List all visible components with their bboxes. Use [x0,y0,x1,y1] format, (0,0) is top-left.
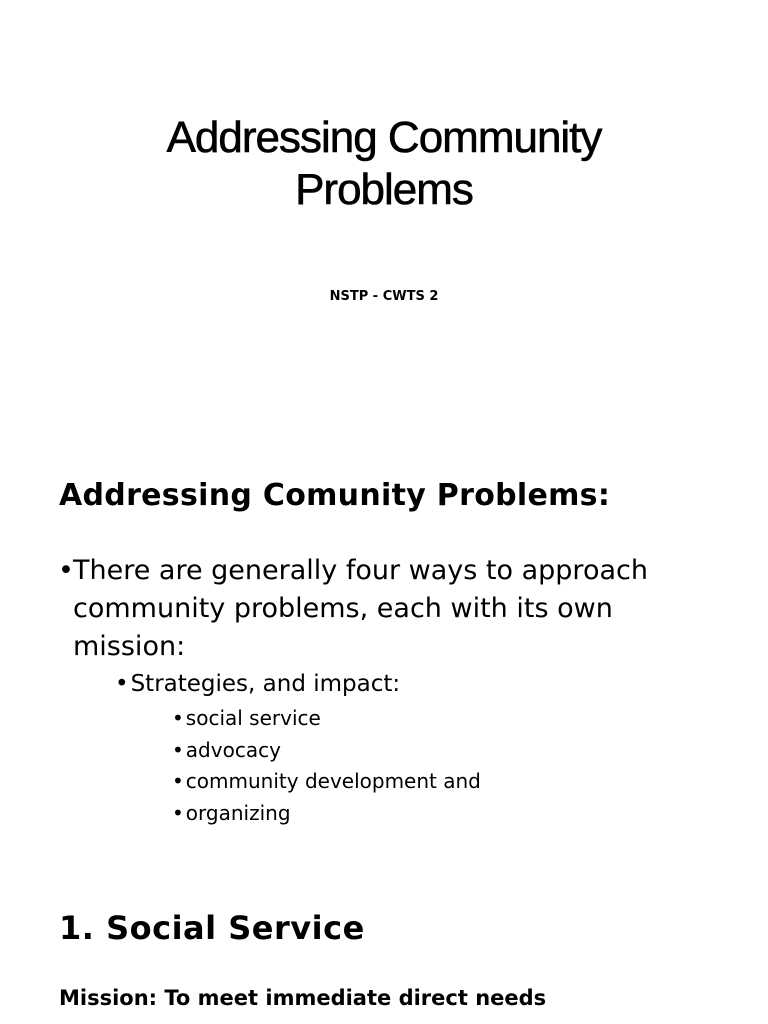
list-item [172,798,481,830]
approach-list [172,703,481,829]
sub-bullet-text: Strategies, and impact: [130,671,401,697]
bullet-icon: • [58,555,74,586]
bullet-icon: • [172,737,184,762]
bullet-icon: • [172,769,184,793]
list-item-text: advocacy [185,737,281,762]
slide-title [0,112,768,216]
list-item [172,735,481,767]
bullet-icon: • [172,800,184,825]
slide-heading: 1. Social Service [59,909,365,947]
list-item-text: community development and [185,769,481,793]
slide-subtitle: NSTP - CWTS 2 [329,289,439,304]
list-item [172,703,481,735]
sub-bullet-point [115,668,400,700]
slide-title-line-1: Addressing Community [166,113,602,162]
slide-heading: Addressing Comunity Problems: [59,478,611,513]
main-bullet-point [58,552,698,666]
social-service-slide [0,880,768,1024]
list-item-text: social service [185,706,321,730]
bullet-icon: • [172,706,184,730]
bullet-icon: • [115,671,129,697]
main-bullet-text: There are generally four ways to approach community problems, each with its own mission: [73,555,648,662]
content-slide [0,460,768,880]
slide-title-line-2: Problems [295,165,473,214]
list-item-text: organizing [185,800,291,825]
list-item [172,766,481,798]
mission-text: Mission: To meet immediate direct needs [59,986,547,1010]
title-slide [0,0,768,430]
